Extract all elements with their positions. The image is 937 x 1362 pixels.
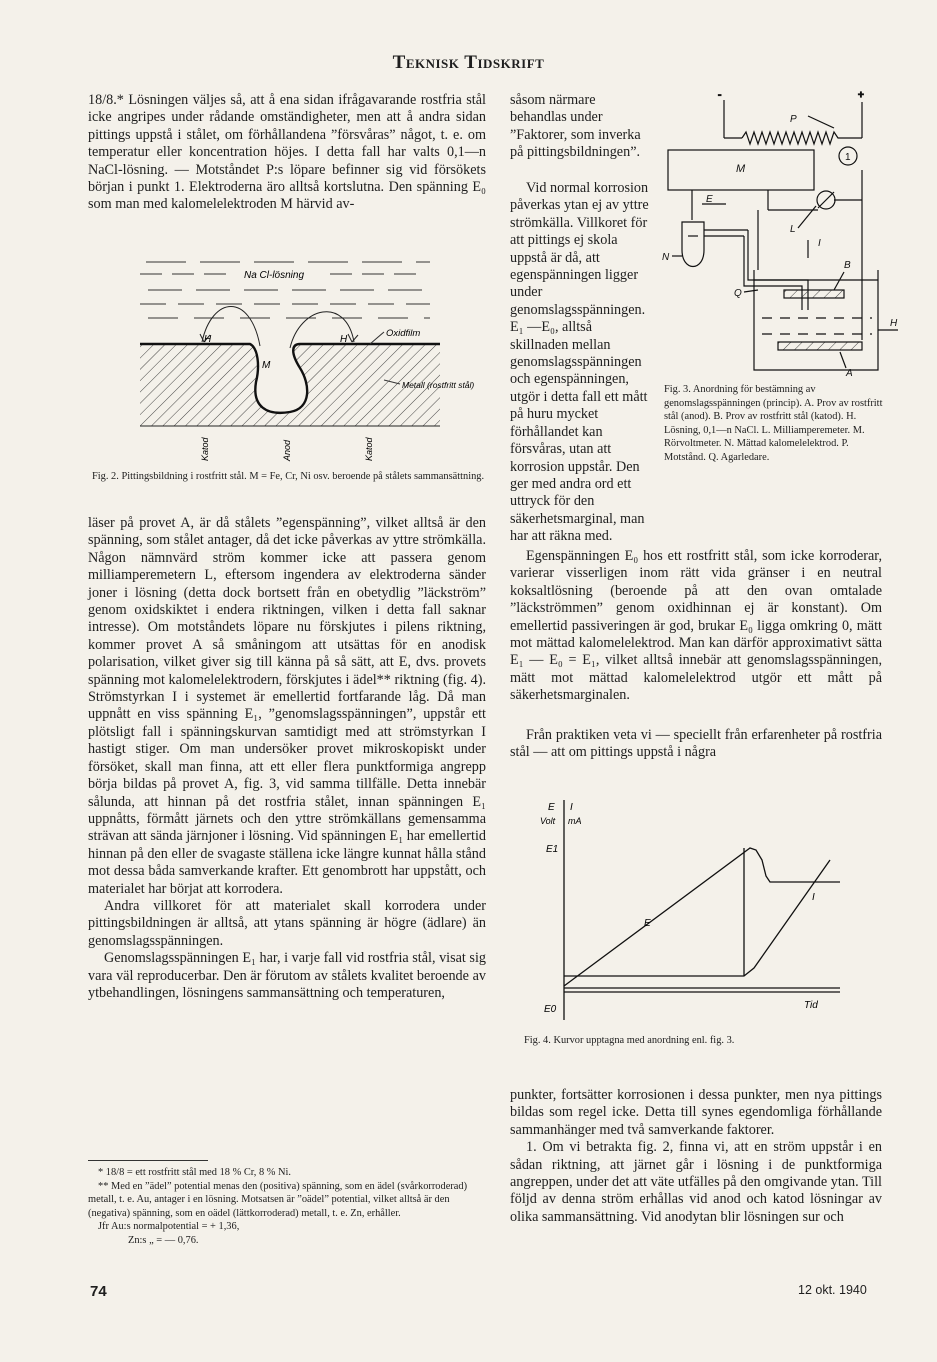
right-column-bottom [510,1087,882,1226]
curve-e [564,848,840,986]
label-m: M [736,163,746,175]
label-b: B [844,260,851,271]
b-pointer [834,272,844,290]
q-pointer [744,290,758,292]
a-pointer [840,352,846,368]
katod-left-label: Katod [200,437,210,461]
y-unit-volt: Volt [540,816,556,826]
label-e: E [706,194,713,205]
resistor-wiper [808,116,834,128]
paragraph: Genomslagsspänningen E₁ har, i varje fall vid rostfria stål, visat sig vara väl reproducerbar. Den är förutom av stålets kvalitet beroende av ytbehandlingen, lösningens sammansättning och temperaturen, [88,950,486,1001]
figure-2-caption: Fig. 2. Pittingsbildning i rostfritt stål. M = Fe, Cr, Ni osv. beroende på stålets sammansättning. [92,471,485,482]
paragraph: 1. Om vi betrakta fig. 2, finna vi, att en ström uppstår i en sådan riktning, att järnet går i lösning i de punktformiga angreppen, under det att väte utfälles på den omgivande ytan. Till följd av denna ström erhållas vid anod och katod lösningar av olika sammansättning. Vid anodytan blir lösningen sur och [510,1139,882,1225]
agar-bridge-q-inner [744,236,802,310]
figure-4-curves [540,800,860,1025]
figure-3-apparatus-diagram [658,90,908,380]
paragraph: läser på provet A, är då stålets ”egenspänning”, vilket alltså är den spänning, som stålet antager, då det icke påverkas av yttre strömkälla. Någon nämnvärd ström kommer icke att passera genom milliamperemetern L, eftersom ingendera av elektroderna sänder joner i lösning (detta dock bortsett från en obetydlig ”läckström” genom oxidskiktet i endera riktningen, vilken i detta fall saknar intresse). Om motståndets löpare nu förskjutes i pilens riktning, kommer provet A så småningom att utsättas för en anodisk polarisation, vilket giver sig till känna på så sätt, att E, dvs. provets spänning mot kalomelelektrodern, förskjutes i ädel** riktning (fig. 4). Strömstyrkan I i systemet är emellertid fortfarande låg. Då man uppnått en viss spänning E₁, ”genomslagsspänningen”, uppstår ett plötsligt fall i spänningskurvan samtidigt med att strömstyrkan I hastigt stiger. Om man undersöker provet mikroskopiskt under försöket, skall man finna, att ett eller flera punktformiga angrepp börja bildas på provet A, fig. 3, vid samma tillfälle. Detta innebär sålunda, att hinnan på det rostfria stålet, innan spänningen E₁ uppnåtts, förmått järnets och den yttre strömkällans gemensamma strävan att sända järnjoner i lösning. Vid spänningen E₁ har emellertid hinnan på den eller de svagaste ställena icke längre kunnat hålla stånd mot dessa båda samverkande krafter. Ett genombrott har uppstått, och materialet har börjat att korrodera. [88,515,486,897]
footnote: Jfr Au:s normalpotential = + 1,36, [98,1221,240,1233]
issue-date: 12 okt. 1940 [798,1283,867,1297]
footnote: ** Med en ”ädel” potential menas den (positiva) spänning, som en ädel (svårkorroderad) metall, t. e. Au, antager i en lösning. Motsatsen är ”oädel” potential, vilket alltså är den (negativa) spänning, som en oädel (lättkorroderad) metall, t. e. Zn, erhåller. [88,1180,468,1219]
label-h: H [890,318,898,329]
label-l: L [790,224,796,235]
metal-hatching [140,344,440,426]
paragraph: 18/8.* Lösningen väljes så, att å ena sidan ifrågavarande rostfria stål icke angripes under rådande omständigheter, men att å andra sidan pittings uppstå i stålet, om förhållandena ”försvåras” något, t. e. om temperatur eller koncentration höjes. I detta fall har valts 0,1—n NaCl-lösning. — Motståndet P:s löpare befinner sig vid försökets början i punkt 1. Elektroderna äro alltså kortslutna. Den spänning E₀ som man med kalomelelektroden M härvid av- [88,92,486,213]
label-q: Q [734,288,742,299]
label-h-right: H [340,334,348,345]
katod-right-label: Katod [364,437,374,461]
label-e0: E0 [544,1004,557,1015]
label-m: M [262,360,271,371]
figure-2-pitting-diagram [140,256,475,464]
resistor-p [742,132,862,144]
paragraph: punkter, fortsätter korrosionen i dessa punkter, men nya pittings bildas som regel icke. Detta till synes egendomliga förhållande sammanhänger med två samverkande faktorer. [510,1087,882,1138]
oxide-pointer [370,332,384,344]
right-column-narrow [510,92,650,162]
calomel-electrode-n [682,222,704,267]
y-unit-ma: mA [568,816,582,826]
x-label-tid: Tid [804,1000,818,1011]
minus-terminal: - [718,90,722,101]
paragraph: Andra villkoret för att materialet skall korrodera under pittingsbildningen är alltså, att ytans spänning är högre (ädlare) än genomslagsspänningen. [88,897,486,949]
oxide-film-label: Oxidfilm [386,328,421,339]
anod-label: Anod [282,439,292,461]
left-column-main [88,515,486,1002]
right-column-beside-fig3 [510,180,652,546]
y-label-e: E [548,802,555,813]
label-a: A [846,368,853,379]
footnote: * 18/8 = ett rostfritt stål med 18 % Cr, 8 % Ni. [98,1167,292,1178]
sample-a-anode [778,342,862,350]
solution-label: Na Cl-lösning [244,270,305,281]
label-e1: E1 [546,844,559,855]
footnote: Zn:s „ = — 0,76. [128,1234,199,1246]
curve-i [564,860,830,976]
journal-title: Teknisk Tidskrift [392,52,545,73]
footnotes [88,1166,486,1248]
current-arrows [200,307,358,349]
curve-i-label: I [812,892,815,903]
label-i: I [818,238,821,249]
label-one: 1 [845,152,851,163]
paragraph: såsom närmare behandlas under ”Faktorer, som inverka på pittingsbildningen”. [510,92,641,161]
paragraph: Från praktiken veta vi — speciellt från erfarenheter på rostfria stål — att om pittings uppstå i några [510,726,882,761]
right-column-main [510,548,882,761]
metal-label: Metall (rostfritt stål) [402,380,475,390]
curve-e-label: E [644,918,651,929]
left-column-top [88,92,486,214]
plus-terminal: + [858,90,864,101]
beaker [754,270,878,370]
paragraph: Egenspänningen E₀ hos ett rostfritt stål, som icke korroderar, varierar visserligen inom rätt vida gränser i en neutral koksaltlösning (beroende på att den ovan omtalade ”läckströmmen” genom oxidhinnan ej är konstant). Om emellertid passiveringen är god, brukar E₀ ligga omkring 0, mätt mot mättad kalomelelektrod. Man kan därför approximativt sätta E₁ — E₀ = E₁, vilket alltså innebär att genomslagsspänningen, mätt mot mättad kalomelelektrod utgör ett mått på säkerhetsmarginalen. [510,548,882,704]
y-label-i: I [570,802,573,813]
footnote-rule [88,1160,208,1161]
sample-b-cathode [784,290,844,298]
milliammeter-needle [818,192,834,208]
label-h-left: H [204,334,212,345]
paragraph: Vid normal korrosion påverkas ytan ej av yttre strömkälla. Villkoret för att pittings ej skola uppstå är då, att egenspänningen ligger under genomslagsspänningen. E₁ —E₀, alltså skillnaden mellan genomslagsspänningen och egenspänningen, utgör i detta fall ett mått på huru mycket förhållandet kan försvåras, utan att korrosion uppstår. Den ger med andra ord ett uttryck för den säkerhetsmarginal, man har att räkna med. [510,180,649,545]
l-pointer [798,206,816,228]
label-p: P [790,114,797,125]
figure-3-caption: Fig. 3. Anordning för bestämning av genomslagsspänningen (princip). A. Prov av rostfritt stål (anod). B. Prov av rostfritt stål (katod). H. Lösning, 0,1—n NaCl. L. Milliamperemeter. M. Rörvoltmeter. N. Mättad kalomelelektrod. P. Motstånd. Q. Agarledare. [664,384,883,463]
page-number: 74 [90,1283,107,1300]
label-n: N [662,252,670,263]
figure-4-caption: Fig. 4. Kurvor upptagna med anordning enl. fig. 3. [524,1035,735,1046]
